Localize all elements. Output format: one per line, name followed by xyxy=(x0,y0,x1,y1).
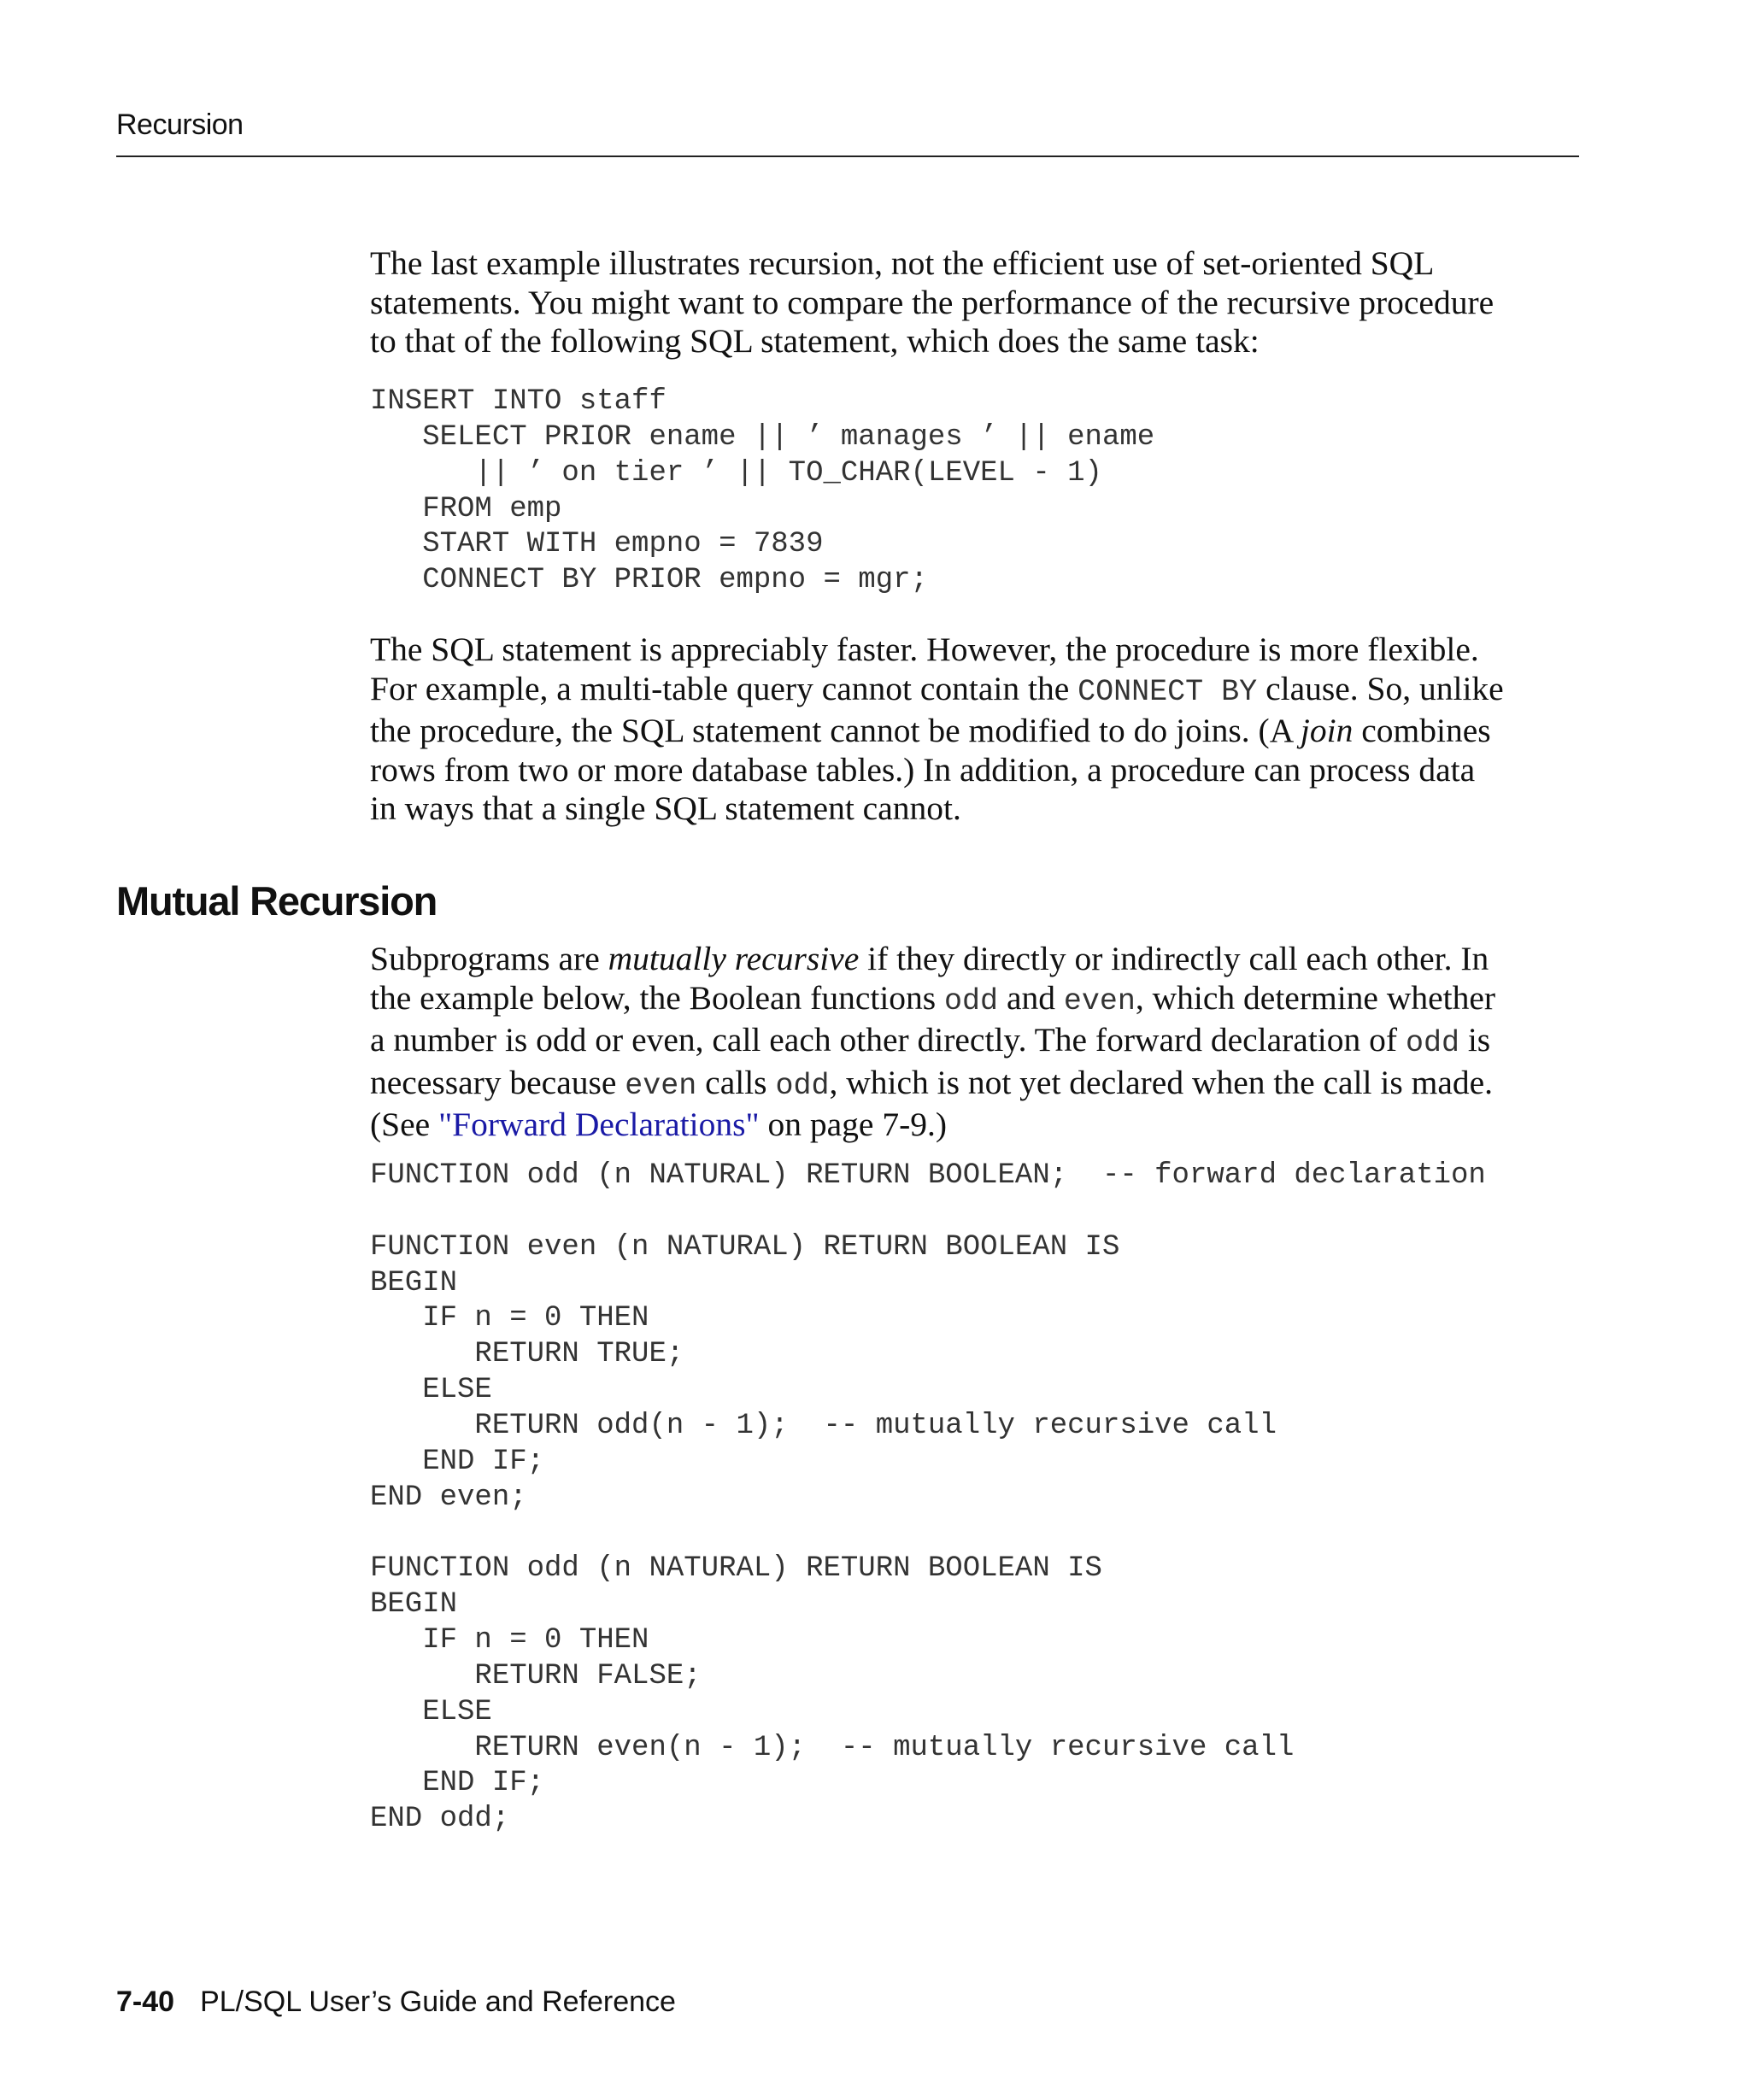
page-number: 7-40 xyxy=(116,1986,175,2018)
intro-line: statements. You might want to compare the performance of the recursive procedure xyxy=(370,283,1495,321)
comparison-line: the procedure, the SQL statement cannot be modified to do joins. (A join combines xyxy=(370,712,1491,749)
plsql-code-example: FUNCTION odd (n NATURAL) RETURN BOOLEAN; -- forward declaration FUNCTION even (n NATURAL) RETURN BOOLEAN IS BEGIN IF n = 0 THEN RETURN TRUE; ELSE RETURN odd(n - 1); -- mutually recursive call END IF; END even; FUNCTION odd (n NATURAL) RETURN BOOLEAN IS BEGIN IF n = 0 THEN RETURN FALSE; ELSE RETURN even(n - 1); -- mutually recursive call END IF; END odd; xyxy=(370,1159,1486,1836)
running-head-title: Recursion xyxy=(116,109,244,141)
header-rule xyxy=(116,155,1579,157)
inline-code: even xyxy=(1063,983,1136,1018)
term-join: join xyxy=(1300,712,1354,749)
inline-code: odd xyxy=(775,1068,830,1103)
mutual-line: Subprograms are mutually recursive if they directly or indirectly call each other. In xyxy=(370,940,1489,977)
term-mutually-recursive: mutually recursive xyxy=(608,940,860,977)
intro-line: The last example illustrates recursion, not the efficient use of set-oriented SQL xyxy=(370,244,1435,282)
comparison-line: The SQL statement is appreciably faster. However, the procedure is more flexible. xyxy=(370,631,1479,668)
book-title: PL/SQL User’s Guide and Reference xyxy=(200,1986,676,2018)
page-footer xyxy=(116,1985,676,2019)
inline-code: odd xyxy=(944,983,999,1018)
mutual-recursion-paragraph xyxy=(370,940,1579,1145)
comparison-paragraph xyxy=(370,631,1579,829)
mutual-line: the example below, the Boolean functions odd and even, which determine whether xyxy=(370,978,1496,1018)
intro-line: to that of the following SQL statement, which does the same task: xyxy=(370,322,1260,360)
inline-code: CONNECT BY xyxy=(1078,674,1258,709)
mutual-line: necessary because even calls odd, which is not yet declared when the call is made. xyxy=(370,1063,1494,1103)
comparison-line: in ways that a single SQL statement cannot. xyxy=(370,789,961,827)
forward-declarations-link[interactable]: "Forward Declarations" xyxy=(438,1106,760,1143)
intro-paragraph xyxy=(370,244,1579,361)
comparison-line: rows from two or more database tables.) In addition, a procedure can process data xyxy=(370,750,1476,789)
sql-code-example: INSERT INTO staff SELECT PRIOR ename || ’ manages ’ || ename || ’ on tier ’ || TO_CHAR(LEVEL - 1) FROM emp START WITH empno = 7839 CONNECT BY PRIOR empno = mgr; xyxy=(370,385,1155,597)
mutual-line: a number is odd or even, call each other directly. The forward declaration of odd is xyxy=(370,1021,1491,1060)
comparison-line: For example, a multi-table query cannot contain the CONNECT BY clause. So, unlike xyxy=(370,669,1504,709)
mutual-line: (See "Forward Declarations" on page 7-9.) xyxy=(370,1106,947,1143)
inline-code: odd xyxy=(1405,1026,1459,1060)
section-heading: Mutual Recursion xyxy=(116,878,438,924)
inline-code: even xyxy=(625,1068,697,1103)
